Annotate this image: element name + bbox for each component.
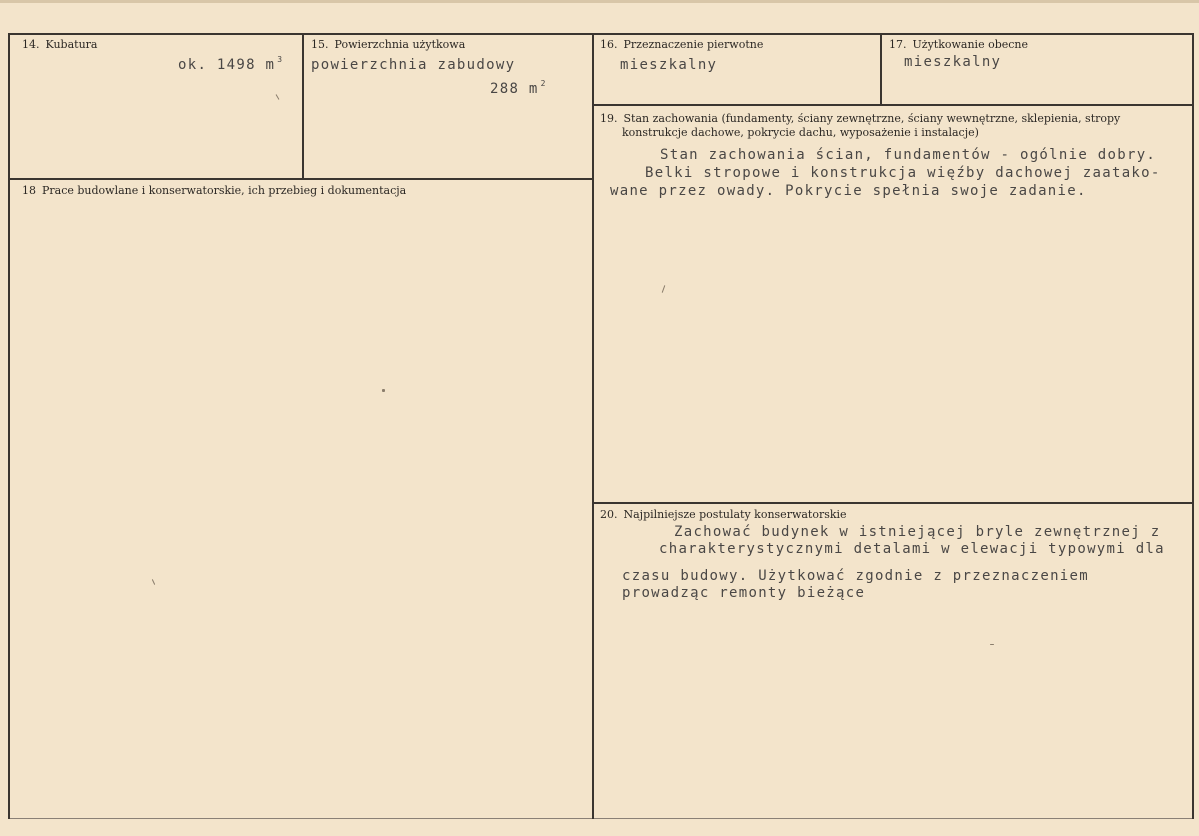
rule-above-20 <box>592 502 1194 504</box>
divider-14-15 <box>302 33 304 179</box>
field-17-value: mieszkalny <box>904 54 1002 70</box>
rule-above-18 <box>8 178 592 180</box>
field-20-title: Najpilniejsze postulaty konserwatorskie <box>623 508 847 521</box>
field-19-number: 19. <box>600 112 618 125</box>
field-19-title: Stan zachowania (fundamenty, ściany zewnętrzne, ściany wewnętrzne, sklepienia, stropy <box>623 112 1121 125</box>
area-value: 288 m <box>490 81 539 97</box>
field-15-value <box>490 81 547 97</box>
field-14-number: 14. <box>22 38 40 51</box>
field-17-label <box>889 38 1028 52</box>
field-20-text-line1: Zachować budynek w istniejącej bryle zewnętrznej z <box>674 524 1161 540</box>
cubature-unit-sup: 3 <box>277 55 284 64</box>
field-15-label <box>311 38 465 52</box>
divider-16-17 <box>880 33 882 105</box>
rule-under-16-17 <box>592 104 1194 106</box>
field-18-number: 18 <box>22 184 36 197</box>
field-15-title: Powierzchnia użytkowa <box>334 38 466 51</box>
field-14-title: Kubatura <box>45 38 98 51</box>
bottom-rule <box>8 818 1194 819</box>
field-20-label <box>600 508 847 522</box>
field-20-text-line3: czasu budowy. Użytkować zgodnie z przeznaczeniem <box>622 568 1089 584</box>
field-15-number: 15. <box>311 38 329 51</box>
field-14-label <box>22 38 97 52</box>
center-divider <box>592 33 594 819</box>
field-18-title: Prace budowlane i konserwatorskie, ich przebieg i dokumentacja <box>42 184 407 197</box>
field-20-text-line4: prowadząc remonty bieżące <box>622 585 866 601</box>
field-19-label <box>600 112 1185 140</box>
field-17-title: Użytkowanie obecne <box>912 38 1028 51</box>
field-15-line1: powierzchnia zabudowy <box>311 57 516 73</box>
paper-speck <box>990 644 994 645</box>
field-19-text-line1: Stan zachowania ścian, fundamentów - ogólnie dobry. <box>660 147 1157 163</box>
right-border <box>1192 33 1194 819</box>
field-16-title: Przeznaczenie pierwotne <box>623 38 764 51</box>
field-20-number: 20. <box>600 508 618 521</box>
field-19-label-line2: konstrukcje dachowe, pokrycie dachu, wyposażenie i instalacje) <box>622 126 979 139</box>
paper-speck <box>152 579 155 585</box>
paper-speck <box>382 389 385 392</box>
left-border <box>8 33 10 819</box>
field-19-label-line1 <box>600 112 1185 126</box>
cubature-value: ok. 1498 m <box>178 57 276 73</box>
area-unit-sup: 2 <box>540 79 547 88</box>
card-top-edge <box>0 0 1199 3</box>
field-14-value <box>178 57 283 73</box>
paper-speck <box>276 94 280 100</box>
field-16-value: mieszkalny <box>620 57 718 73</box>
field-19-text-line3: wane przez owady. Pokrycie spełnia swoje zadanie. <box>610 183 1087 199</box>
field-17-number: 17. <box>889 38 907 51</box>
paper-speck <box>662 285 666 293</box>
field-16-label <box>600 38 763 52</box>
field-18-label <box>22 184 406 198</box>
field-20-text-line2: charakterystycznymi detalami w elewacji typowymi dla <box>659 541 1165 557</box>
field-16-number: 16. <box>600 38 618 51</box>
top-rule <box>8 33 1194 35</box>
field-19-text-line2: Belki stropowe i konstrukcja więźby dachowej zaatako- <box>645 165 1161 181</box>
